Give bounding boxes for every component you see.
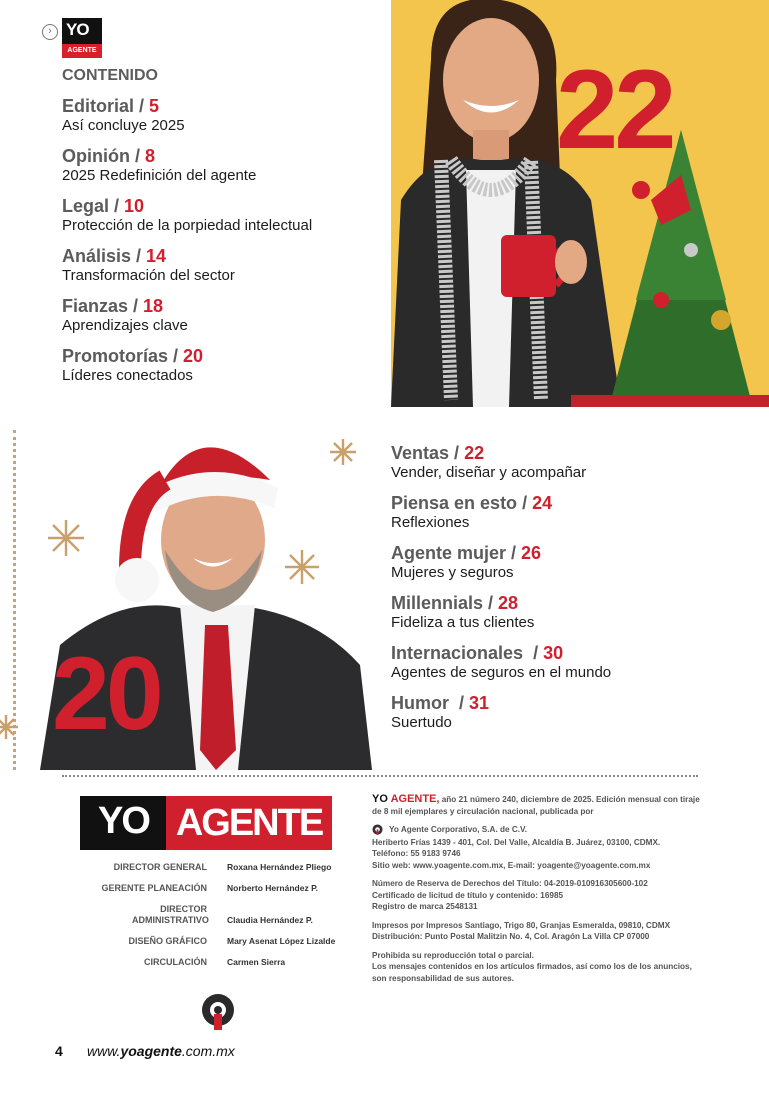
toc-section: Humor [391,693,454,713]
toc-desc: Vender, diseñar y acompañar [391,464,587,481]
staff-role: DIRECTOR ADMINISTRATIVO [132,904,209,925]
toc-desc: Líderes conectados [62,367,193,384]
website-link[interactable] [87,1043,235,1059]
staff-row [62,957,362,968]
toc-section: Internacionales [391,643,529,663]
corp-logo-icon [372,824,383,835]
web-prefix: www. [87,1043,121,1059]
brand-emblem-icon [200,992,236,1032]
staff-list [62,862,362,978]
section-title: CONTENIDO [62,67,158,84]
toc-section: Legal [62,196,110,216]
logo-yo-text: YO [66,20,89,39]
toc-section: Agente mujer [391,543,507,563]
publication-intro: año 21 número 240, diciembre de 2025. Edición mensual con tiraje de 8 mil ejemplares y circulación nacional, publicada por [372,795,700,816]
toc-page: 18 [143,296,164,316]
toc-item[interactable]: Promotorías / 20 Líderes conectados [62,346,312,385]
corp-name: Yo Agente Corporativo, S.A. de C.V. [389,825,527,834]
brand-yo: YO [98,800,149,842]
legal-info [372,794,704,991]
toc-item[interactable]: Internacionales / 30 Agentes de seguros en el mundo [391,643,612,681]
staff-row [62,862,362,873]
toc-section: Millennials [391,593,484,613]
toc-page: 31 [469,693,490,713]
toc-item[interactable]: Legal / 10 Protección de la porpiedad intelectual [62,196,313,234]
toc-page: 14 [146,246,167,266]
web-email: Sitio web: www.yoagente.com.mx, E-mail: yoagente@yoagente.com.mx [372,860,651,870]
toc-desc: Fideliza a tus clientes [391,614,535,631]
legal-brand-agente: AGENTE, [390,793,440,805]
toc-section: Editorial [62,96,135,116]
staff-name: Roxana Hernández Pliego [227,862,332,872]
publication-info [372,794,704,817]
registro: Registro de marca 2548131 [372,902,478,911]
brand-agente: AGENTE [166,796,332,850]
toc-desc: Transformación del sector [62,267,235,284]
toc-desc: Reflexiones [391,514,470,531]
toc-section: Piensa en esto [391,493,518,513]
magazine-logo [80,796,332,850]
toc-desc: Así concluye 2025 [62,117,185,134]
toc-section: Opinión [62,146,130,166]
toc-item[interactable]: Agente mujer / 26 Mujeres y seguros [391,543,611,582]
staff-name: Mary Asenat López Lizalde [227,936,336,946]
toc-page: 10 [124,196,145,216]
toc-desc: Aprendizajes clave [62,317,188,334]
address: Heriberto Frías 1439 - 401, Col. Del Valle, Alcaldía B. Juárez, 03100, CDMX. [372,837,661,847]
toc-item[interactable]: Humor / 31 Suertudo [391,693,611,732]
staff-name: Norberto Hernández P. [227,883,319,893]
feature-number-top: 22 [556,47,673,172]
toc-left [62,96,312,396]
toc-section: Promotorías [62,346,169,366]
toc-right [391,443,611,743]
responsabilidad: Los mensajes contenidos en los artículos firmados, así como los de los anuncios, son responsabilidad de sus autores. [372,962,692,983]
feature-number-bottom: 20 [52,636,160,752]
prohibida: Prohibida su reproducción total o parcial. [372,950,534,960]
toc-item[interactable]: Millennials / 28 Fideliza a tus clientes [391,593,611,632]
staff-role: CIRCULACIÓN [144,957,207,967]
toc-item[interactable]: Editorial / 5 Así concluye 2025 [62,96,312,135]
toc-section: Fianzas [62,296,129,316]
toc-page: 24 [532,493,553,513]
legal-brand-yo: YO [372,793,388,805]
logo-agente-text: AGENTE [62,44,102,58]
feature-photo-woman [391,0,769,407]
toc-page: 30 [543,643,564,663]
toc-page: 28 [498,593,519,613]
staff-row [62,904,362,926]
phone: Teléfono: 55 9183 9746 [372,849,461,858]
page-number: 4 [55,1043,63,1059]
staff-role: DISEÑO GRÁFICO [128,936,207,946]
certificado: Certificado de licitud de título y contenido: 16985 [372,890,564,900]
toc-desc: 2025 Redefinición del agente [62,167,257,184]
corp-line [372,824,704,836]
web-suffix: .com.mx [181,1043,235,1059]
nav-arrow-icon[interactable]: › [42,24,58,40]
magazine-logo-small [62,18,102,58]
toc-item[interactable]: Ventas / 22 Vender, diseñar y acompañar [391,443,611,482]
toc-desc: Protección de la porpiedad intelectual [62,217,313,234]
reserva: Número de Reserva de Derechos del Título: 04-2019-010916305600-102 [372,879,648,888]
toc-item[interactable]: Fianzas / 18 Aprendizajes clave [62,296,312,335]
staff-name: Claudia Hernández P. [227,915,313,925]
toc-page: 26 [521,543,542,563]
staff-role: GERENTE PLANEACIÓN [101,883,207,893]
impreso: Impresos por Impresos Santiago, Trigo 80, Granjas Esmeralda, 09810, CDMX [372,920,671,930]
staff-role: DIRECTOR GENERAL [113,862,207,872]
toc-section: Análisis [62,246,132,266]
toc-desc: Agentes de seguros en el mundo [391,664,612,681]
toc-desc: Mujeres y seguros [391,564,514,581]
toc-page: 22 [464,443,485,463]
toc-item[interactable]: Opinión / 8 2025 Redefinición del agente [62,146,312,185]
web-domain: yoagente [120,1043,182,1059]
toc-section: Ventas [391,443,450,463]
staff-name: Carmen Sierra [227,957,286,967]
toc-page: 20 [183,346,204,366]
toc-item[interactable]: Análisis / 14 Transformación del sector [62,246,312,285]
toc-desc: Suertudo [391,714,452,731]
distribucion: Distribución: Punto Postal Malitzin No. 4, Col. Aragón La Villa CP 07000 [372,932,650,941]
toc-page: 8 [145,146,156,166]
toc-page: 5 [149,96,160,116]
staff-row [62,936,362,947]
staff-row [62,883,362,894]
divider [62,775,698,777]
feature-photo-man [0,430,380,770]
toc-item[interactable]: Piensa en esto / 24 Reflexiones [391,493,611,532]
